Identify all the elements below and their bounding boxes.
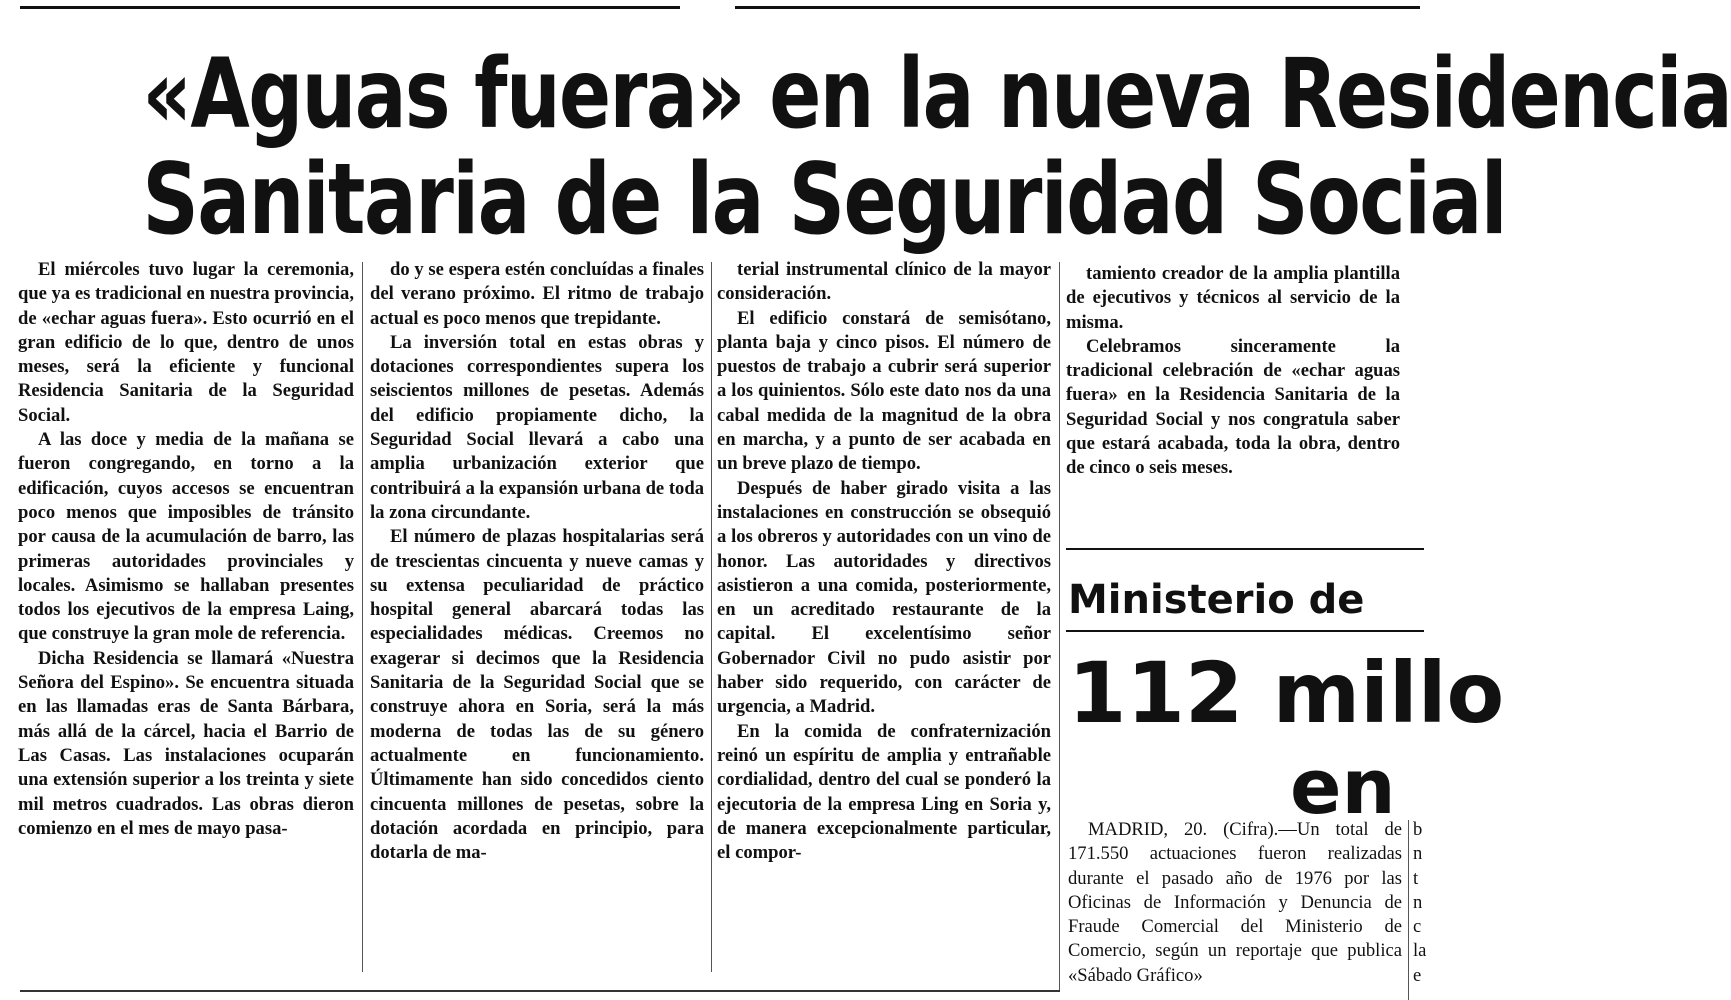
column-divider (362, 262, 363, 972)
paragraph: Celebramos sinceramente la tradicional celebración de «echar aguas fuera» en la Residencia Sanitaria de la Seguridad Social y nos congratula saber que estará acabada, toda la obra, dentro de cinco o seis meses. (1066, 335, 1400, 479)
paragraph: MADRID, 20. (Cifra).—Un total de 171.550 actuaciones fueron realizadas durante el pasado año de 1976 por las Oficinas de Información y Denuncia de Fraude Comercial del Ministerio de Comercio, según un reportaje que publica «Sábado Gráfico» (1068, 819, 1402, 986)
article-column-2 (370, 258, 704, 865)
second-article-headline-1: Ministerio de (1068, 577, 1365, 623)
headline-line-1: «Aguas fuera» en la nueva Residencia (142, 38, 1731, 150)
paragraph: El edificio constará de semisótano, planta baja y cinco pisos. El número de puestos de trabajo a cubrir será superior a los quinientos. Sólo este dato nos da una cabal medida de la magnitud de la obra en marcha, y a punto de ser acabada en un breve plazo de tiempo. (717, 307, 1051, 475)
paragraph: Después de haber girado visita a las instalaciones en construcción se obsequió a los obreros y autoridades con un vino de honor. Las autoridades y directivos asistieron a una comida, posteriormente, en un acreditado restaurante de la capital. El excelentísimo señor Gobernador Civil no pudo asistir por haber sido requerido, con carácter de urgencia, a Madrid. (717, 477, 1051, 718)
paragraph: En la comida de confraternización reinó un espíritu de amplia y entrañable cordialidad, dentro del cual se ponderó la ejecutoria de la empresa Ling en Soria y, de manera excepcionalmente particular, el compor- (717, 720, 1051, 864)
second-article-headline-2: 112 millo (1068, 644, 1505, 742)
section-divider (1066, 548, 1424, 550)
column-divider (1059, 262, 1060, 992)
paragraph: do y se espera estén concluídas a finales del verano próximo. El ritmo de trabajo actual es poco menos que trepidante. (370, 259, 704, 329)
paragraph: terial instrumental clínico de la mayor consideración. (717, 259, 1051, 305)
cropped-column-edge: b n t n c la e (1413, 819, 1427, 986)
paragraph: A las doce y media de la mañana se fueron congregando, en torno a la edificación, cuyos accesos se encuentran poco menos que imposibles de tránsito por causa de la acumulación de barro, las primeras autoridades provinciales y locales. Asimismo se hallaban presentes todos los ejecutivos de la empresa Laing, que construye la gran mole de referencia. (18, 429, 354, 645)
second-article-column (1068, 818, 1402, 988)
article-column-3 (717, 258, 1051, 865)
headline-line-2: Sanitaria de la Seguridad Social (142, 143, 1507, 257)
paragraph: La inversión total en estas obras y dotaciones correspondientes supera los seiscientos millones de pesetas. Además del edificio propiamente dicho, la Seguridad Social llevará a cabo una amplia urbanización exterior que contribuirá a la expansión urbana de toda la zona circundante. (370, 331, 704, 523)
paragraph: Dicha Residencia se llamará «Nuestra Señora del Espino». Se encuentra situada en las llamadas eras de Santa Bárbara, más allá de la cárcel, hacia el Barrio de Las Casas. Las instalaciones ocuparán una extensión superior a los treinta y siete mil metros cuadrados. Las obras dieron comienzo en el mes de mayo pasa- (18, 647, 354, 839)
paragraph: El número de plazas hospitalarias será de trescientas cincuenta y nueve camas y su extensa peculiaridad de práctico hospital general abarcará todas las especialidades médicas. Creemos no exagerar si decimos que la Residencia Sanitaria de la Seguridad Social que se construye ahora en Soria, será la más moderna de todas las de su género actualmente en funcionamiento. Últimamente han sido concedidos ciento cincuenta millones de pesetas, sobre la dotación acordada en principio, para dotarla de ma- (370, 526, 704, 864)
bottom-border (20, 990, 1060, 992)
second-article-headline-3: en (1290, 742, 1396, 831)
top-border-right (735, 6, 1420, 9)
headline-rule (1066, 630, 1424, 632)
paragraph: tamiento creador de la amplia plantilla de ejecutivos y técnicos al servicio de la misma. (1066, 263, 1400, 333)
article-column-1 (18, 258, 354, 841)
article-column-4 (1066, 262, 1400, 481)
paragraph: El miércoles tuvo lugar la ceremonia, que ya es tradicional en nuestra provincia, de «echar aguas fuera». Esto ocurrió en el gran edificio de lo que, dentro de unos meses, será la eficiente y funcional Residencia Sanitaria de la Seguridad Social. (18, 259, 354, 426)
column-divider (1408, 820, 1409, 1000)
column-divider (711, 262, 712, 972)
top-border-left (20, 6, 680, 9)
